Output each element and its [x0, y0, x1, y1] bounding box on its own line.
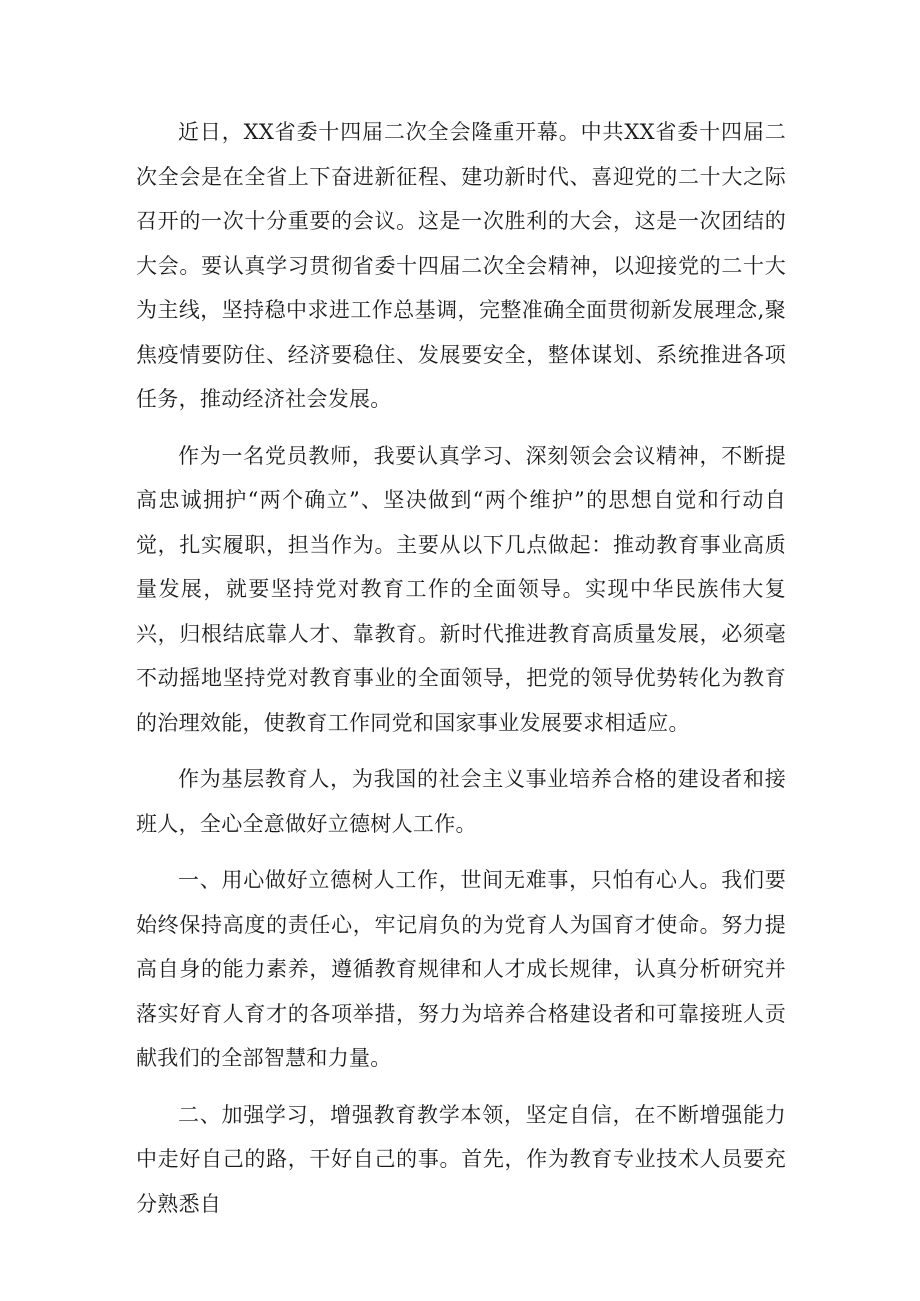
paragraph-point-one: 一、用心做好立德树人工作，世间无难事，只怕有心人。我们要始终保持高度的责任心，牢记肩负的为党育人为国育才使命。努力提高自身的能力素养，遵循教育规律和人才成长规律，认真分析研究并落实好育人育才的各项举措，努力为培养合格建设者和可靠接班人贡献我们的全部智慧和力量。: [136, 868, 786, 1070]
paragraph-grassroots: 作为基层教育人，为我国的社会主义事业培养合格的建设者和接班人，全心全意做好立德树人工作。: [136, 767, 786, 836]
paragraph-point-two: 二、加强学习，增强教育教学本领，坚定自信，在不断增强能力中走好自己的路，干好自己的事。首先，作为教育专业技术人员要充分熟悉自: [136, 1102, 786, 1216]
document-body: [136, 110, 786, 1238]
paragraph-intro: 近日，XX省委十四届二次全会隆重开幕。中共XX省委十四届二次全会是在全省上下奋进新征程、建功新时代、喜迎党的二十大之际召开的一次十分重要的会议。这是一次胜利的大会，这是一次团结的大会。要认真学习贯彻省委十四届二次全会精神，以迎接党的二十大为主线，坚持稳中求进工作总基调，完整准确全面贯彻新发展理念,聚焦疫情要防住、经济要稳住、发展要安全，整体谋划、系统推进各项任务，推动经济社会发展。: [136, 120, 786, 411]
paragraph-party-teacher: 作为一名党员教师，我要认真学习、深刻领会会议精神，不断提高忠诚拥护“两个确立”、坚决做到“两个维护”的思想自觉和行动自觉，扎实履职，担当作为。主要从以下几点做起：推动教育事业高质量发展，就要坚持党对教育工作的全面领导。实现中华民族伟大复兴，归根结底靠人才、靠教育。新时代推进教育高质量发展，必须毫不动摇地坚持党对教育事业的全面领导，把党的领导优势转化为教育的治理效能，使教育工作同党和国家事业发展要求相适应。: [136, 443, 786, 735]
